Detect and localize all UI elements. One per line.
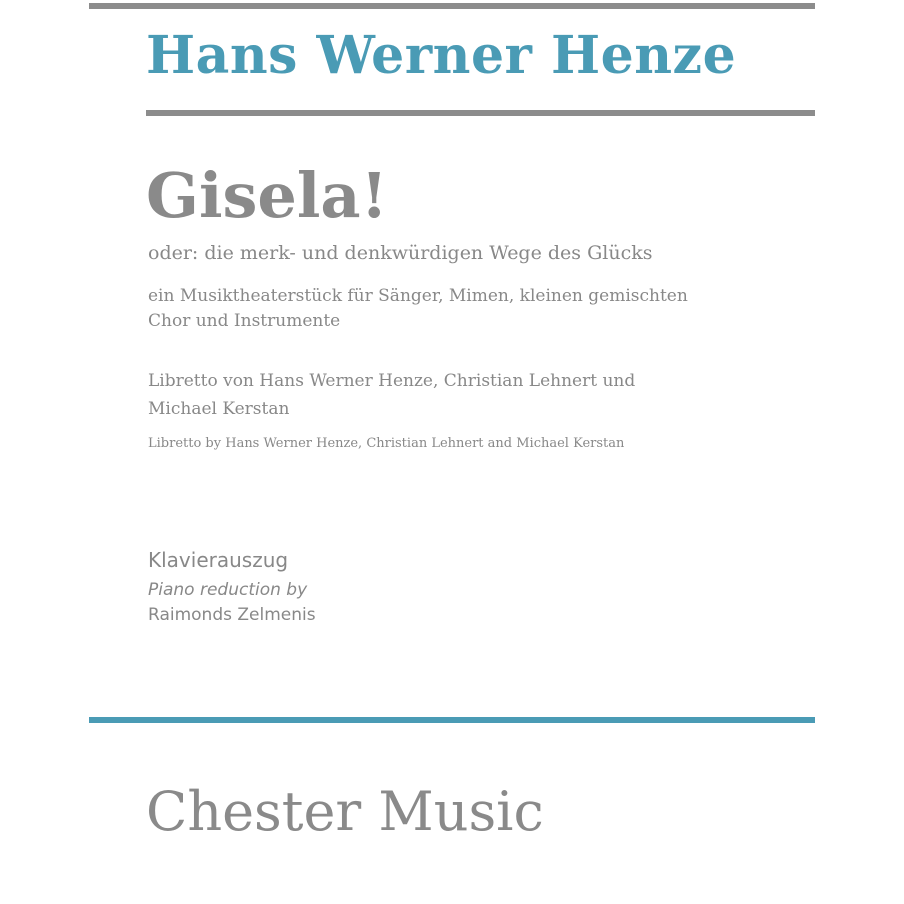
- edition-type: Klavierauszug: [148, 548, 289, 572]
- libretto-credit-german: [148, 367, 635, 423]
- arranger-name: Raimonds Zelmenis: [148, 605, 316, 625]
- work-subtitle: oder: die merk- und denkwürdigen Wege des Glücks: [148, 242, 653, 264]
- libretto-line: Libretto von Hans Werner Henze, Christian Lehnert und: [148, 371, 636, 391]
- footer-rule: [89, 717, 815, 723]
- libretto-credit-english: Libretto by Hans Werner Henze, Christian Lehnert and Michael Kerstan: [148, 436, 625, 451]
- genre-line: ein Musiktheaterstück für Sänger, Mimen, kleinen gemischten: [148, 286, 688, 306]
- piano-reduction-label: Piano reduction by: [148, 580, 308, 600]
- composer-name: Hans Werner Henze: [146, 25, 737, 86]
- top-rule: [89, 3, 815, 9]
- libretto-line: Michael Kerstan: [148, 399, 290, 419]
- publisher-name: Chester Music: [146, 780, 544, 843]
- genre-line: Chor und Instrumente: [148, 311, 341, 331]
- header-rule: [146, 110, 815, 116]
- work-title: Gisela!: [146, 159, 388, 232]
- genre-description: [148, 284, 688, 334]
